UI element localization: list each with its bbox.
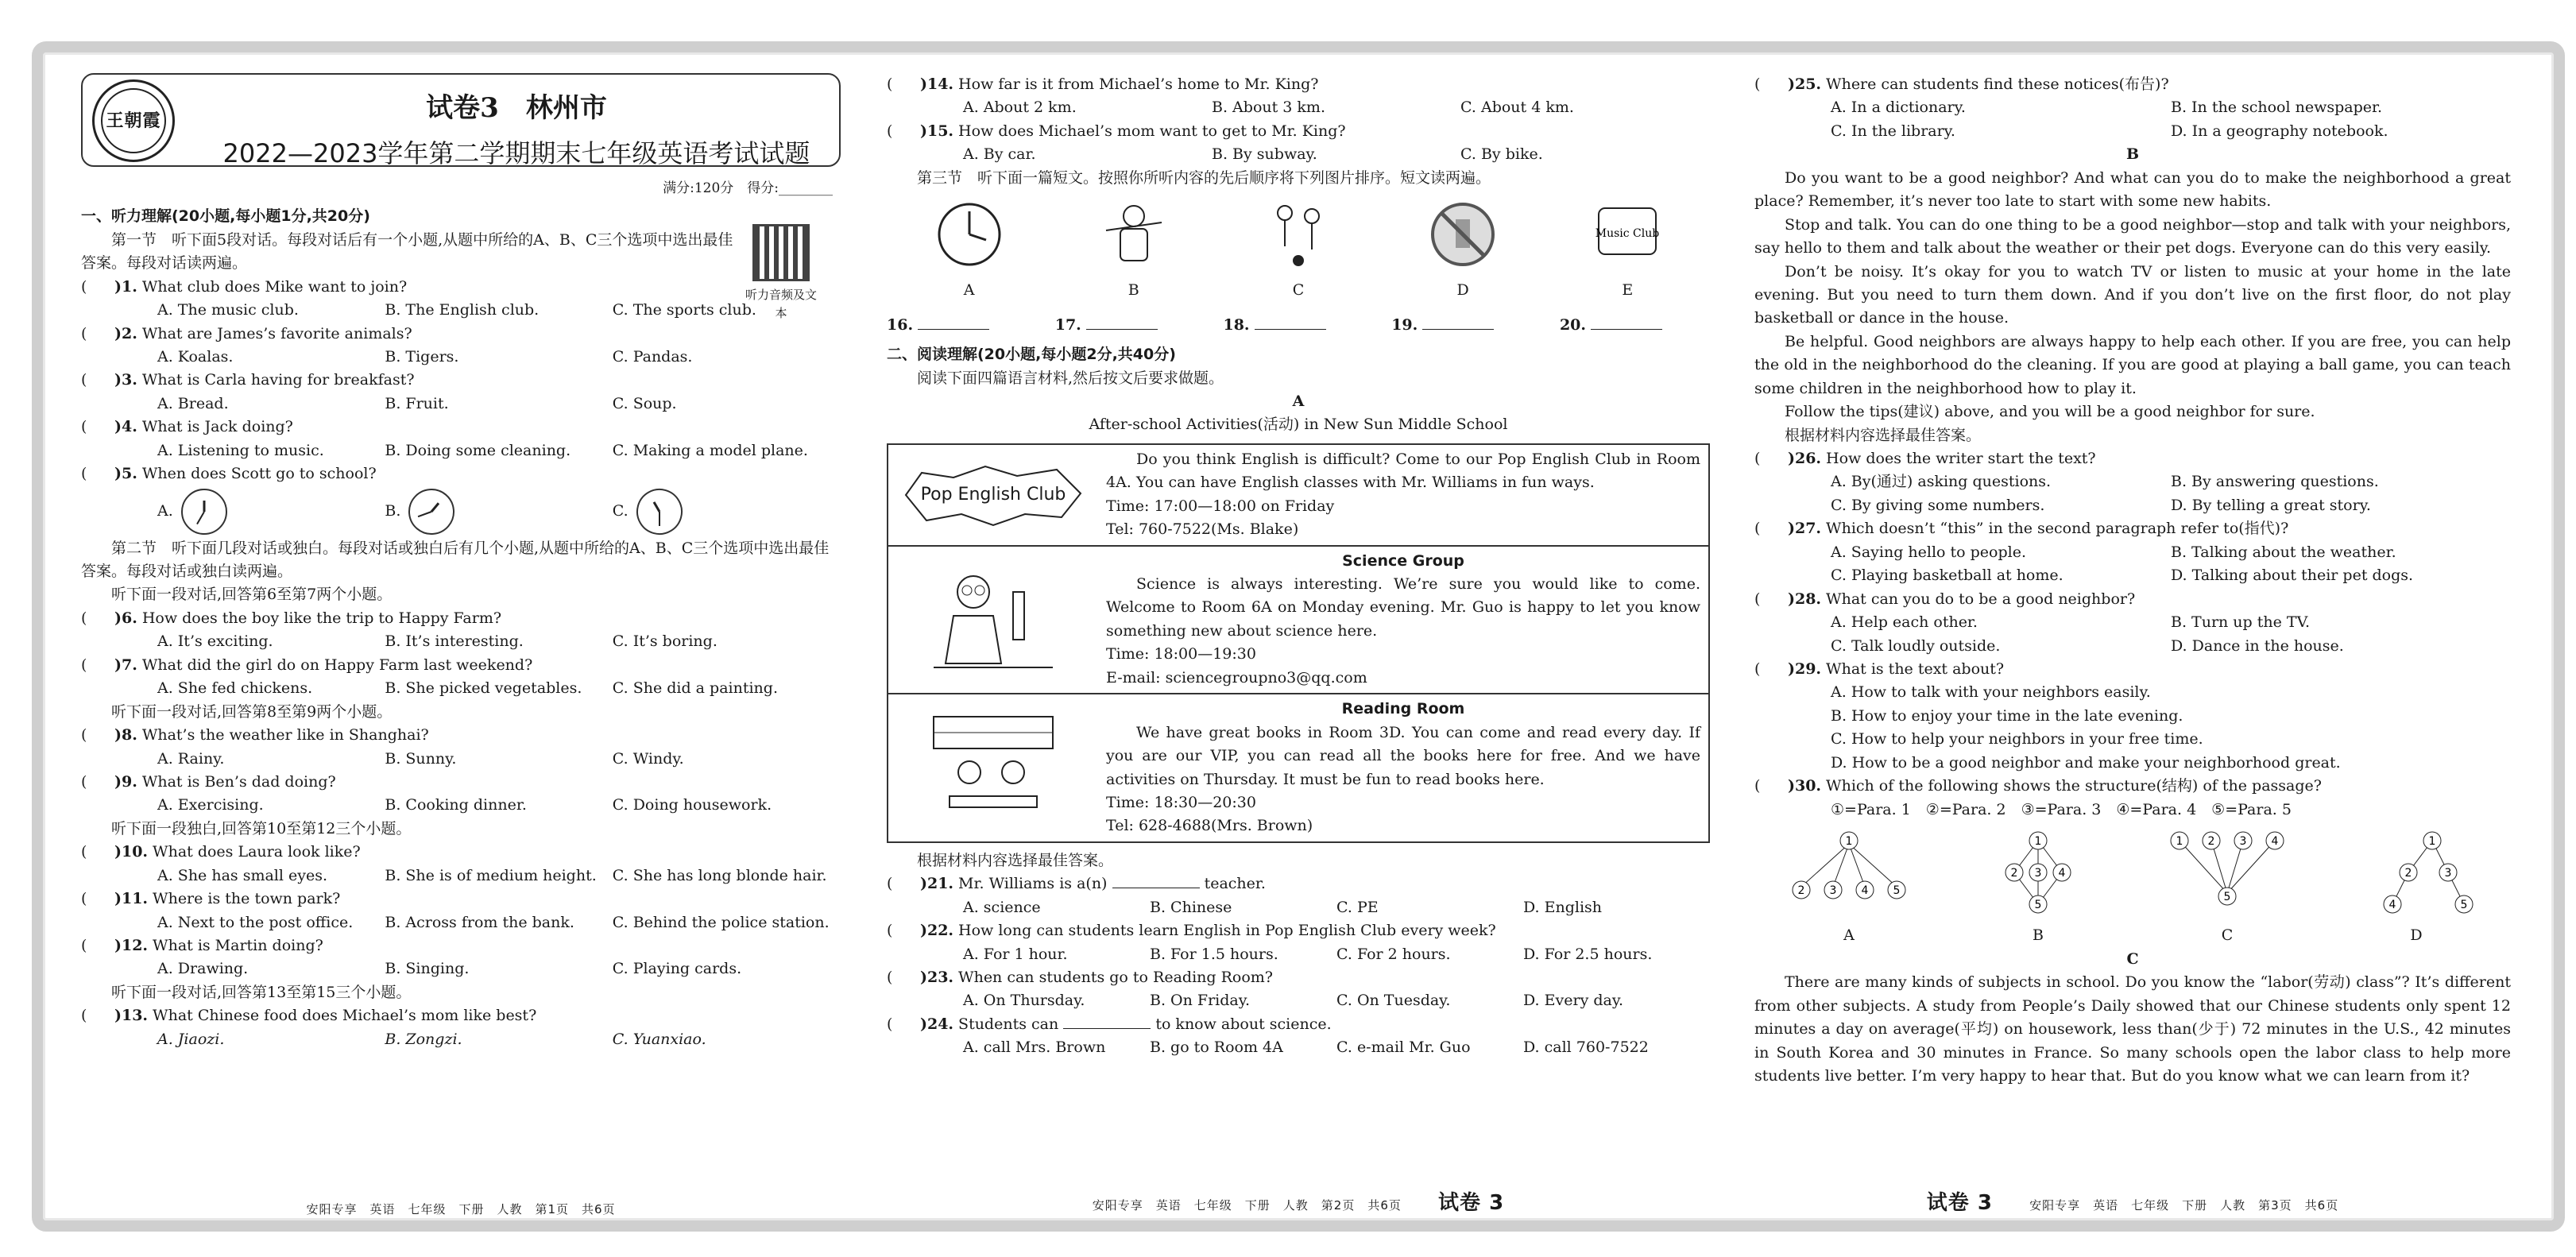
ad-reading-room: Reading Room We have great books in Room 3D. You can come and read every day. If you are our VIP, you can read all the books here for free. And we have activities on Thursday. It must be fun to read books here. Time: 18:30—20:30 Tel: 628-4688(Mrs. Brown) — [888, 694, 1708, 841]
question-item: ( )7. What did the girl do on Happy Farm last weekend? — [81, 656, 533, 674]
passage-b-paragraph: Be helpful. Good neighbors are always happy to help each other. If you are free, you can help the old in the neighborhood do the cleaning. If you are good at playing a ball game, you can teach some children in the neighborhood how to play it. — [1754, 332, 2511, 397]
answer-option[interactable]: C. Doing housework. — [612, 796, 772, 814]
question-item: ( )11. Where is the town park? — [81, 890, 341, 908]
question-options — [81, 864, 841, 888]
question-item: ( )1. What club does Mike want to join? — [81, 277, 408, 296]
answer-option[interactable]: A. On Thursday. — [963, 992, 1085, 1010]
answer-option[interactable]: A. Saying hello to people. — [1831, 543, 2026, 561]
listening-heading: 一、听力理解(20小题,每小题1分,共20分) — [81, 207, 370, 226]
answer-option[interactable]: C. She has long blonde hair. — [612, 866, 827, 884]
answer-option[interactable]: C. Playing cards. — [612, 960, 742, 978]
q21-options: A. science B. Chinese C. PE D. English — [963, 898, 1603, 916]
ordering-blanks: 16. 17. 18. 19. 20. — [887, 314, 1710, 337]
question-item: ( )12. What is Martin doing? — [81, 937, 323, 955]
svg-text:4: 4 — [2058, 867, 2066, 880]
svg-text:3: 3 — [2034, 867, 2042, 880]
footer-page-1: 安阳专享 英语 七年级 下册 人教 第1页 共6页 — [306, 1201, 616, 1216]
page-2 — [887, 73, 1710, 1215]
question-30: ( )30. Which of the following shows the structure(结构) of the passage? — [1754, 777, 2322, 795]
answer-option[interactable]: A. Bread. — [157, 394, 229, 412]
question-item: ( )26. How does the writer start the text? — [1754, 450, 2096, 467]
clock-icon — [934, 199, 1005, 270]
question-options — [81, 346, 841, 369]
ad-pop-english: Pop English Club Do you think English is difficult? Come to our Pop English Club in Room 4A. You can have English classes with Mr. Williams in fun ways. Time: 17:00—18:00 on Friday Tel: 760-7522(Ms. Blake) — [888, 445, 1708, 547]
svg-text:4: 4 — [2388, 899, 2396, 911]
q15-options: A. By car. B. By subway. C. By bike. — [963, 145, 1543, 164]
question-options — [81, 677, 841, 700]
q13-options: A. Jiaozi. B. Zongzi. C. Yuanxiao. — [157, 1030, 706, 1048]
answer-option[interactable]: B. On Friday. — [1150, 992, 1250, 1010]
q24-options: A. call Mrs. Brown B. go to Room 4A C. e-mail Mr. Guo D. call 760-7522 — [963, 1038, 1649, 1057]
soccer-players-icon — [1263, 199, 1334, 270]
answer-option[interactable]: A. Listening to music. — [157, 441, 324, 459]
answer-option[interactable]: A. By(通过) asking questions. — [1831, 473, 2052, 491]
answer-option[interactable]: D. For 2.5 hours. — [1523, 945, 1653, 963]
question-item: ( )2. What are James’s favorite animals? — [81, 324, 412, 342]
page-1 — [81, 73, 841, 1216]
svg-text:2: 2 — [2404, 867, 2412, 880]
svg-text:5: 5 — [2034, 899, 2042, 911]
question-13: ( )13. What Chinese food does Michael’s mom like best? — [81, 1007, 537, 1025]
answer-option[interactable]: C. Playing basketball at home. — [1831, 567, 2064, 585]
clock-icon — [628, 480, 690, 543]
structure-d[interactable]: 1 2 3 4 5 D — [2337, 830, 2496, 948]
question-21: ( )21. Mr. Williams is a(n) teacher. — [887, 875, 1266, 893]
answer-option[interactable]: C. Windy. — [612, 749, 684, 768]
passage-b — [1754, 167, 2511, 424]
answer-option[interactable]: D. Dance in the house. — [2171, 636, 2344, 655]
structure-b[interactable]: 1 2 3 4 5 B — [1959, 830, 2118, 948]
answer-option[interactable]: C. The sports club. — [612, 301, 756, 319]
question-29: ( )29. What is the text about? — [1754, 659, 2005, 678]
question-24: ( )24. Students can to know about science. — [887, 1015, 1332, 1033]
answer-option[interactable]: C. It’s boring. — [612, 632, 717, 651]
no-drinks-icon — [1427, 199, 1499, 270]
answer-option[interactable]: C. Pandas. — [612, 347, 693, 365]
svg-text:1: 1 — [2428, 835, 2436, 848]
question-item: ( )23. When can students go to Reading Room? — [887, 969, 1273, 986]
question-14: ( )14. How far is it from Michael’s home to Mr. King? — [887, 75, 1319, 93]
structure-a[interactable]: 1 2 3 4 5 A — [1770, 830, 1928, 948]
passage-a-instruction: 根据材料内容选择最佳答案。 — [917, 851, 1114, 869]
q25-options-row2: C. In the library. D. In a geography notebook. — [1831, 122, 2388, 140]
question-options — [81, 299, 841, 322]
question-options — [81, 957, 841, 980]
question-options — [1754, 541, 2511, 564]
question-options — [887, 943, 1710, 966]
reading-intro: 阅读下面四篇语言材料,然后按文后要求做题。 — [917, 369, 1224, 387]
svg-text:1: 1 — [2034, 835, 2042, 848]
score-line: 满分:120分 得分:________ — [663, 180, 833, 196]
question-item: ( )27. Which doesn’t “this” in the second paragraph refer to(指代)? — [1754, 520, 2289, 538]
note-13-15: 听下面一段对话,回答第13至第15三个小题。 — [111, 983, 412, 1001]
reading-kids-icon — [926, 709, 1061, 828]
scientist-icon — [926, 560, 1061, 679]
answer-option[interactable]: A. She has small eyes. — [157, 866, 327, 884]
violin-player-icon — [1098, 199, 1170, 270]
passage-c-label: C — [2126, 950, 2139, 968]
question-item: ( )10. What does Laura look like? — [81, 843, 361, 861]
answer-option[interactable]: B. Fruit. — [385, 394, 449, 412]
answer-option[interactable]: D. Talking about their pet dogs. — [2171, 567, 2414, 585]
pop-english-badge: Pop English Club — [898, 462, 1089, 528]
question-options — [1754, 564, 2511, 587]
question-options — [1754, 494, 2511, 517]
answer-option[interactable]: B. She is of medium height. — [385, 866, 597, 884]
svg-text:1: 1 — [1845, 835, 1853, 848]
answer-option[interactable]: B. The English club. — [385, 301, 540, 319]
answer-option[interactable]: A. She fed chickens. — [157, 679, 313, 698]
answer-option[interactable]: A. Help each other. — [1831, 613, 1978, 632]
svg-text:5: 5 — [2460, 899, 2468, 911]
question-item: ( )28. What can you do to be a good neighbor? — [1754, 590, 2136, 608]
q25-options-row1: A. In a dictionary. B. In the school newspaper. — [1831, 99, 2383, 117]
svg-text:Music Club: Music Club — [1595, 227, 1660, 241]
question-options — [81, 630, 841, 653]
answer-option[interactable]: A. Next to the post office. — [157, 913, 354, 931]
answer-option[interactable]: C. Talk loudly outside. — [1831, 636, 2001, 655]
part3-intro: 第三节 听下面一篇短文。按照你所听内容的先后顺序将下列图片排序。短文读两遍。 — [917, 168, 1491, 187]
question-options — [81, 794, 841, 817]
svg-text:3: 3 — [1829, 884, 1837, 897]
part2-intro: 第二节 听下面几段对话或独白。每段对话或独白后有几个小题,从题中所给的A、B、C三个选项中选出最佳答案。每段对话或独白读两遍。 — [81, 539, 830, 581]
answer-option[interactable]: B. It’s interesting. — [385, 632, 524, 651]
answer-option[interactable]: B. Tigers. — [385, 347, 459, 365]
activities-ad-box — [887, 443, 1710, 843]
question-options — [1754, 611, 2511, 634]
picture-a: A — [918, 196, 1021, 302]
structure-c[interactable]: 1 2 3 4 5 C — [2148, 830, 2307, 948]
passage-b-paragraph: Stop and talk. You can do one thing to be a good neighbor—stop and talk with your neighbors, say hello to them and talk about the weather or their pet dogs. Everyone can do this very easily. — [1754, 215, 2511, 257]
answer-option[interactable]: B. Singing. — [385, 960, 470, 978]
passage-b-label: B — [2125, 145, 2140, 164]
svg-text:3: 3 — [2444, 867, 2452, 880]
question-options — [81, 393, 841, 416]
question-item: ( )3. What is Carla having for breakfast? — [81, 371, 415, 389]
answer-option[interactable]: A. Exercising. — [157, 796, 264, 814]
passage-b-paragraph: Follow the tips(建议) above, and you will be a good neighbor for sure. — [1785, 403, 2315, 421]
passage-b-paragraph: Do you want to be a good neighbor? And what can you do to make the neighborhood a great place? Remember, it’s never too late to start with some new habits. — [1754, 168, 2511, 211]
structure-diagrams — [1754, 830, 2511, 948]
answer-option[interactable]: B. Turn up the TV. — [2171, 613, 2311, 632]
exam-subtitle: 2022—2023学年第二学期期末七年级英语考试试题 — [222, 137, 810, 168]
passage-a-title: After-school Activities(活动) in New Sun Middle School — [1089, 416, 1508, 434]
answer-option[interactable]: B. She picked vegetables. — [385, 679, 582, 698]
answer-option[interactable]: B. Across from the bank. — [385, 913, 574, 931]
svg-text:2: 2 — [2207, 835, 2215, 848]
answer-option[interactable]: B. Cooking dinner. — [385, 796, 527, 814]
ad-science-group: Science Group Science is always interesting. We’re sure you would like to come. Welcome to Room 6A on Monday evening. Mr. Guo is happy to let you know something new about science here. Time: 18:00—19:30 E-mail: sciencegroupno3@qq.com — [888, 547, 1708, 695]
answer-option[interactable]: B. Sunny. — [385, 749, 457, 768]
answer-option[interactable]: A. It’s exciting. — [157, 632, 273, 651]
svg-text:5: 5 — [1893, 884, 1901, 897]
answer-option[interactable]: A. The music club. — [157, 301, 299, 319]
question-5: ( )5. When does Scott go to school? — [81, 465, 377, 483]
answer-option[interactable]: A. Drawing. — [157, 960, 249, 978]
answer-option[interactable]: D. By telling a great story. — [2171, 496, 2371, 514]
svg-text:2: 2 — [1797, 884, 1805, 897]
clock-icon — [181, 489, 227, 535]
question-options — [81, 748, 841, 771]
picture-c: C — [1247, 196, 1350, 302]
answer-option[interactable]: C. On Tuesday. — [1336, 992, 1451, 1010]
question-item: ( )22. How long can students learn English in Pop English Club every week? — [887, 922, 1496, 940]
svg-text:4: 4 — [2271, 835, 2279, 848]
footer-page-3: 试卷 3 安阳专享 英语 七年级 下册 人教 第3页 共6页 — [1926, 1190, 2339, 1215]
q5-options: A. B. C. — [81, 486, 841, 537]
answer-option[interactable]: C. She did a painting. — [612, 679, 778, 698]
music-club-icon — [1588, 199, 1667, 270]
svg-text:1: 1 — [2176, 835, 2183, 848]
passage-c: There are many kinds of subjects in school. Do you know the “labor(劳动) class”? It’s different from other subjects. A study from People’s Daily showed that our Chinese students only spent 12 minutes a day on average(平均) on housework, less than(少于) 72 minutes in the U.S., 42 minutes in South Korea and 30 minutes in France. So many schools open the labor class to help more students live better. I’m very happy to hear that. But do you know what we can learn from it? — [1754, 973, 2511, 1085]
answer-option[interactable]: C. Behind the police station. — [612, 913, 830, 931]
picture-d: D — [1411, 196, 1514, 302]
answer-option[interactable]: A. Rainy. — [157, 749, 225, 768]
exam-header — [81, 73, 841, 167]
svg-text:5: 5 — [2223, 891, 2231, 903]
question-options — [1754, 470, 2511, 493]
answer-option[interactable]: B. Doing some cleaning. — [385, 441, 571, 459]
publisher-logo: 王朝霞 — [92, 79, 175, 162]
question-item: ( )8. What’s the weather like in Shanghai? — [81, 726, 429, 745]
part1-intro: 第一节 听下面5段对话。每段对话后有一个小题,从题中所给的A、B、C三个选项中选出最佳答案。每段对话读两遍。 — [81, 230, 733, 273]
answer-option[interactable]: B. Talking about the weather. — [2171, 543, 2396, 561]
answer-option[interactable]: C. Making a model plane. — [612, 441, 808, 459]
page-3: ( )25. Where can students find these notices(布告)? A. In a dictionary. B. In the school newspaper. C. In the library. D. In a geography notebook. B Do you want to be a good neighbor? And what can you do to make the neighborhood a great place? Remember, it’s never too late to start with some new habits. Stop and talk. You can do one thing to be a good neighbor—stop and talk with your neighbors, say hello to them and talk about the weather or their pet dogs. Everyone can do this very easily. Don’t be noisy. It’s okay for you to watch TV or listen to music at your home in the late evening. But you need to turn them down. And if you don’t live on the first floor, do not play basketball or dance in the house. Be helpful. Good neighbors are always happy to help each other. If you are free, you can help the old in the neighborhood do the cleaning. If you are good at playing a ball game, you can teach some children in the neighborhood how to play it. Follow the tips(建议) above, and you will be a good neighbor for sure. 根据材料内容选择最佳答案。 ( )26. How does the writer start the text? A. By(通过) asking questions. B. By answering questions. C. By giving some numbers. D. By telling a great story. ( )27. Which doesn’t “this” in the second paragraph refer to(指代)? A. Saying hello to people. B. Talking about the weather. C. Playing basketball at home. D. Talking about their pet dogs. ( )28. What can you do to be a good neighbor? A. Help each other. B. Turn up the TV. C. Talk loudly outside. D. Dance in the house. ( )29. What is the text about? A. How to talk with your neighbors easily. B. How to enjoy your time in the late evening. C. How to help your neighbors in your free time. D. How to be a good neighbor and make your neighborhood great. ( )30. Which of the following shows the structure(结构) of the passage? ①=Para. 1 ②=Para. 2 ③=Para. 3 ④=Para. 4 ⑤=Para. 5 1 2 3 4 5 A 1 2 3 4 5 B 1 2 3 4 5 C 1 2 3 4 5 D C There are many kinds of subjects in school. Do you know the “labor(劳动) class”? It’s different from other subjects. A study from People’s Daily showed that our Chinese students only spent 12 minutes a day on average(平均) on housework, less than(少于) 72 minutes in the U.S., 42 minutes in South Korea and 30 minutes in France. So many schools open the labor class to help more students live better. I’m very happy to hear that. But do you know what we can learn from it? 试卷 3 安阳专享 英语 七年级 下册 人教 第3页 共6页 — [1754, 73, 2511, 1184]
picture-b: B — [1082, 196, 1186, 302]
svg-text:4: 4 — [1861, 884, 1869, 897]
qr-code[interactable]: 听力音频及文本 — [745, 224, 817, 323]
picture-e: Music Club E — [1576, 196, 1679, 302]
svg-text:2: 2 — [2010, 867, 2018, 880]
picture-row — [887, 196, 1710, 302]
reading-heading: 二、阅读理解(20小题,每小题2分,共40分) — [887, 346, 1176, 364]
answer-option[interactable]: C. By giving some numbers. — [1831, 496, 2045, 514]
clock-icon — [400, 479, 465, 544]
answer-option[interactable]: D. Every day. — [1523, 992, 1624, 1010]
question-item: ( )6. How does the boy like the trip to Happy Farm? — [81, 609, 502, 627]
answer-option[interactable]: C. Soup. — [612, 394, 677, 412]
answer-option[interactable]: A. For 1 hour. — [963, 945, 1068, 963]
answer-option[interactable]: C. For 2 hours. — [1336, 945, 1451, 963]
passage-b-instruction: 根据材料内容选择最佳答案。 — [1785, 426, 1982, 444]
passage-a-label: A — [1292, 392, 1305, 410]
q14-options: A. About 2 km. B. About 3 km. C. About 4 km. — [963, 99, 1574, 117]
question-25: ( )25. Where can students find these notices(布告)? — [1754, 75, 2169, 93]
note-10-12: 听下面一段独白,回答第10至第12三个小题。 — [111, 819, 412, 837]
question-options — [1754, 635, 2511, 658]
answer-option[interactable]: B. By answering questions. — [2171, 473, 2379, 491]
qr-code-icon — [752, 224, 810, 281]
svg-text:3: 3 — [2239, 835, 2247, 848]
passage-b-paragraph: Don’t be noisy. It’s okay for you to watch TV or listen to music at your home in the late evening. But you need to turn them down. And if you don’t live on the first floor, do not play basketball or dance in the house. — [1754, 262, 2511, 327]
q30-para-key: ①=Para. 1 ②=Para. 2 ③=Para. 3 ④=Para. 4 ⑤=Para. 5 — [1831, 800, 2292, 818]
question-15: ( )15. How does Michael’s mom want to get to Mr. King? — [887, 122, 1346, 140]
note-8-9: 听下面一段对话,回答第8至第9两个小题。 — [111, 702, 393, 721]
question-options — [81, 911, 841, 934]
question-item: ( )4. What is Jack doing? — [81, 418, 293, 436]
question-item: ( )9. What is Ben’s dad doing? — [81, 772, 336, 791]
question-options — [81, 439, 841, 462]
footer-page-2: 安阳专享 英语 七年级 下册 人教 第2页 共6页 试卷 3 — [1092, 1190, 1505, 1215]
answer-option[interactable]: A. Koalas. — [157, 347, 234, 365]
question-options — [887, 989, 1710, 1012]
answer-option[interactable]: B. For 1.5 hours. — [1150, 945, 1278, 963]
exam-title: 试卷3 林州市 — [426, 92, 607, 124]
note-6-7: 听下面一段对话,回答第6至第7两个小题。 — [111, 586, 393, 604]
